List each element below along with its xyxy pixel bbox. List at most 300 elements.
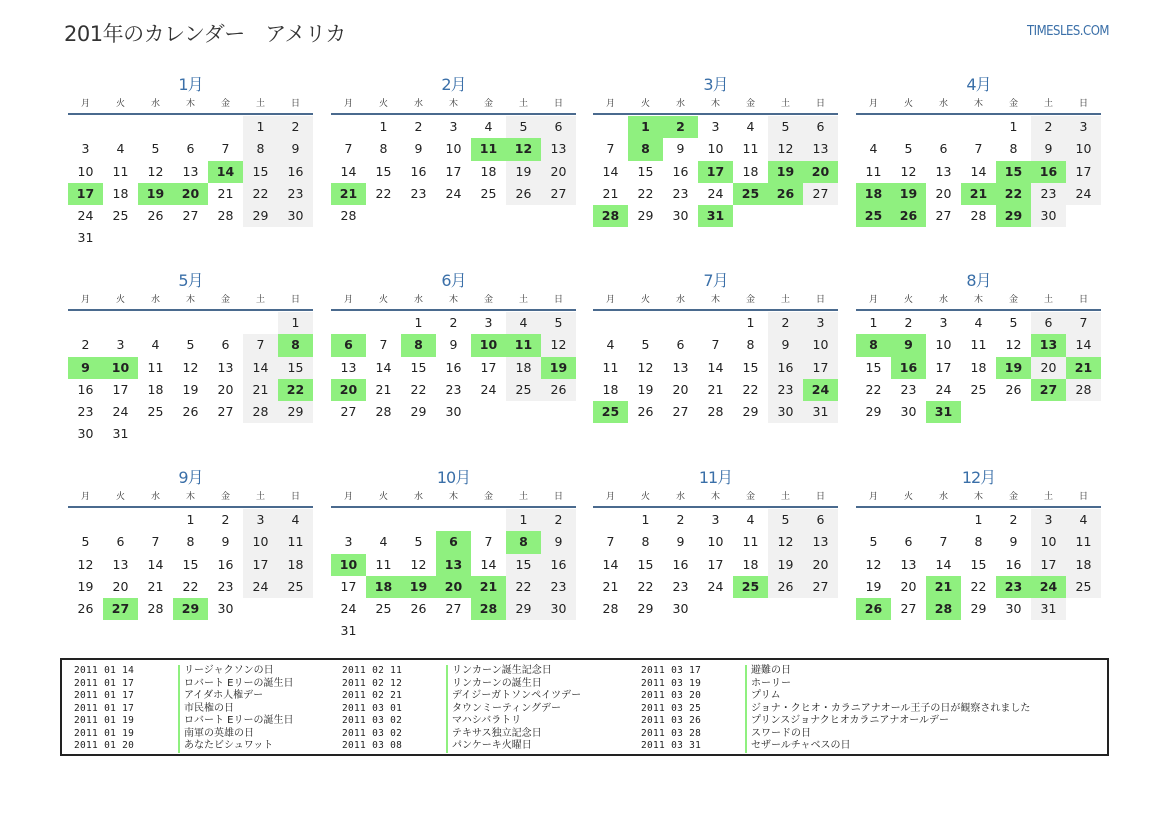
holiday-name: リンカーン誕生記念日 (446, 665, 552, 678)
day-cell: 14 (243, 357, 278, 379)
day-cell: 9 (278, 138, 313, 160)
holiday-day-cell: 16 (891, 357, 926, 379)
empty-cell (68, 312, 103, 334)
day-cell: 30 (900, 404, 917, 420)
day-cell: 21 (243, 379, 278, 401)
weekday-label: 水 (675, 99, 685, 109)
day-cell: 18 (112, 185, 129, 201)
day-cell: 11 (970, 337, 987, 353)
day-cell: 24 (935, 381, 952, 397)
day-cell: 22 (970, 578, 987, 594)
holiday-day-cell: 11 (506, 334, 541, 356)
weekday-label: 木 (185, 492, 195, 502)
day-cell: 2 (414, 119, 423, 134)
weekday-label: 日 (1078, 295, 1088, 305)
weekday-label: 月 (868, 99, 878, 109)
day-cell: 14 (147, 556, 164, 572)
day-cell: 21 (707, 381, 724, 397)
holiday-row (342, 678, 581, 691)
day-cell: 14 (602, 556, 619, 572)
holiday-date: 2011 02 11 (342, 665, 403, 676)
day-cell: 7 (606, 534, 615, 550)
holiday-day-cell: 21 (1066, 357, 1101, 379)
day-cell: 3 (1066, 116, 1101, 138)
day-cell: 8 (746, 337, 755, 353)
day-cell: 30 (445, 404, 462, 420)
month-10 (331, 467, 576, 643)
empty-cell (103, 116, 138, 138)
holiday-date: 2011 01 20 (74, 740, 135, 751)
weekday-label: 火 (378, 492, 388, 502)
day-cell: 10 (77, 163, 94, 179)
empty-cell (331, 509, 366, 531)
header-rule (593, 506, 838, 508)
day-cell: 22 (410, 381, 427, 397)
day-grid (331, 312, 576, 423)
holiday-date: 2011 03 28 (641, 727, 702, 739)
day-cell: 11 (742, 141, 759, 157)
day-cell: 16 (672, 556, 689, 572)
day-cell: 2 (1031, 116, 1066, 138)
day-cell: 31 (340, 623, 357, 639)
day-cell: 11 (865, 163, 882, 179)
day-cell: 29 (410, 404, 427, 420)
day-cell: 24 (112, 404, 129, 420)
holiday-date: 2011 02 21 (342, 690, 403, 701)
header-rule (68, 506, 313, 508)
day-cell: 10 (707, 141, 724, 157)
day-cell: 4 (116, 141, 125, 157)
day-cell: 19 (506, 161, 541, 183)
day-grid (856, 116, 1101, 227)
day-cell: 29 (637, 601, 654, 617)
day-cell: 18 (742, 556, 759, 572)
weekday-label: 水 (150, 492, 160, 502)
day-cell: 8 (186, 534, 195, 550)
day-cell: 16 (672, 163, 689, 179)
weekday-label: 火 (378, 99, 388, 109)
weekday-label: 月 (605, 295, 615, 305)
day-cell: 10 (1066, 138, 1101, 160)
month-2 (331, 74, 576, 227)
holiday-column-1 (74, 665, 294, 753)
day-cell: 20 (112, 578, 129, 594)
page-title: 201年のカレンダー アメリカ (64, 22, 346, 46)
site-link[interactable]: TIMESLES.COM (1026, 24, 1109, 39)
holiday-day-cell: 13 (436, 554, 471, 576)
holiday-date: 2011 03 20 (641, 690, 702, 701)
day-cell: 10 (935, 337, 952, 353)
day-cell: 3 (711, 512, 720, 527)
holiday-date: 2011 02 12 (342, 677, 403, 689)
holiday-day-cell: 16 (1031, 161, 1066, 183)
day-cell: 18 (602, 381, 619, 397)
day-cell: 9 (1009, 534, 1018, 550)
day-cell: 2 (278, 116, 313, 138)
weekday-label: 金 (483, 492, 493, 502)
empty-cell (208, 312, 243, 334)
day-cell: 5 (414, 534, 423, 550)
holiday-row (74, 703, 294, 716)
day-cell: 1 (869, 315, 878, 330)
empty-cell (173, 116, 208, 138)
day-cell: 4 (506, 312, 541, 334)
holiday-name: 避難の日 (745, 665, 791, 678)
empty-cell (331, 116, 366, 138)
day-cell: 3 (116, 337, 125, 353)
day-cell: 14 (1066, 334, 1101, 356)
day-cell: 2 (541, 509, 576, 531)
day-cell: 2 (1009, 512, 1018, 527)
header-rule (856, 506, 1101, 508)
holiday-day-cell: 31 (926, 401, 961, 423)
header-rule (593, 113, 838, 115)
weekday-label: 日 (815, 99, 825, 109)
day-cell: 8 (974, 534, 983, 550)
day-cell: 15 (182, 556, 199, 572)
holiday-column-2 (342, 665, 581, 753)
day-cell: 21 (375, 381, 392, 397)
holiday-name: リンカーンの誕生日 (446, 678, 542, 691)
day-cell: 19 (77, 578, 94, 594)
day-cell: 5 (904, 141, 913, 157)
day-cell: 24 (707, 578, 724, 594)
weekday-label: 木 (973, 295, 983, 305)
day-cell: 4 (746, 512, 755, 527)
holiday-day-cell: 18 (856, 183, 891, 205)
day-cell: 23 (541, 576, 576, 598)
holiday-row (641, 690, 1030, 703)
day-cell: 30 (672, 601, 689, 617)
day-cell: 10 (1031, 531, 1066, 553)
empty-cell (471, 509, 506, 531)
day-cell: 11 (1066, 531, 1101, 553)
holiday-day-cell: 20 (803, 161, 838, 183)
weekday-label: 日 (1078, 99, 1088, 109)
day-cell: 15 (243, 161, 278, 183)
weekday-header (856, 96, 1101, 112)
month-title: 2月 (441, 75, 466, 94)
holiday-date: 2011 03 19 (641, 677, 702, 689)
holiday-name: ジョナ・クヒオ・カラニアナオール王子の日が観察されました (745, 703, 1030, 716)
day-cell: 7 (939, 534, 948, 550)
holiday-day-cell: 12 (506, 138, 541, 160)
day-cell: 29 (506, 598, 541, 620)
holiday-day-cell: 21 (471, 576, 506, 598)
holiday-name: アイダホ人権デー (178, 690, 263, 703)
day-cell: 12 (1005, 337, 1022, 353)
day-cell: 30 (77, 426, 94, 442)
month-title: 6月 (441, 271, 466, 290)
holiday-day-cell: 29 (173, 598, 208, 620)
weekday-label: 金 (220, 99, 230, 109)
day-cell: 9 (541, 531, 576, 553)
holiday-day-cell: 22 (996, 183, 1031, 205)
empty-cell (593, 509, 628, 531)
holiday-day-cell: 25 (733, 183, 768, 205)
day-cell: 24 (77, 208, 94, 224)
holiday-date: 2011 01 19 (74, 727, 135, 739)
empty-cell (628, 312, 663, 334)
day-cell: 31 (803, 401, 838, 423)
weekday-label: 日 (290, 99, 300, 109)
empty-cell (698, 312, 733, 334)
weekday-label: 月 (605, 492, 615, 502)
day-cell: 28 (375, 404, 392, 420)
empty-cell (366, 312, 401, 334)
day-cell: 20 (217, 381, 234, 397)
holiday-day-cell: 27 (103, 598, 138, 620)
holiday-name: プリンスジョナクヒオカラニアナオールデー (745, 715, 949, 728)
day-cell: 2 (449, 315, 458, 330)
day-cell: 29 (243, 205, 278, 227)
month-1 (68, 74, 313, 250)
holiday-day-cell: 20 (173, 183, 208, 205)
holiday-name: ホーリー (745, 678, 791, 691)
day-cell: 14 (707, 359, 724, 375)
weekday-label: 月 (868, 492, 878, 502)
holiday-row (74, 665, 294, 678)
day-cell: 21 (602, 578, 619, 594)
day-cell: 7 (1066, 312, 1101, 334)
day-cell: 18 (480, 163, 497, 179)
day-cell: 17 (935, 359, 952, 375)
holiday-day-cell: 25 (856, 205, 891, 227)
day-cell: 14 (375, 359, 392, 375)
day-cell: 21 (602, 185, 619, 201)
day-grid (331, 509, 576, 643)
weekday-header (68, 96, 313, 112)
empty-cell (366, 509, 401, 531)
weekday-label: 土 (1043, 295, 1053, 305)
weekday-label: 金 (745, 492, 755, 502)
weekday-label: 水 (413, 295, 423, 305)
day-cell: 10 (803, 334, 838, 356)
day-cell: 13 (541, 138, 576, 160)
holiday-day-cell: 18 (366, 576, 401, 598)
day-cell: 21 (147, 578, 164, 594)
weekday-header (593, 96, 838, 112)
day-grid (593, 312, 838, 423)
empty-cell (68, 116, 103, 138)
day-cell: 4 (606, 337, 615, 353)
holiday-list (60, 658, 1109, 756)
holiday-day-cell: 19 (541, 357, 576, 379)
day-cell: 20 (672, 381, 689, 397)
holiday-name: タウンミーティングデー (446, 703, 561, 716)
holiday-name: ロバート Eリーの誕生日 (178, 678, 294, 691)
holiday-row (74, 715, 294, 728)
day-cell: 1 (379, 119, 388, 134)
day-cell: 15 (637, 556, 654, 572)
month-9 (68, 467, 313, 620)
weekday-header (856, 292, 1101, 308)
day-cell: 15 (637, 163, 654, 179)
day-cell: 27 (935, 208, 952, 224)
holiday-name: マハシバラトリ (446, 715, 521, 728)
day-cell: 26 (506, 183, 541, 205)
empty-cell (926, 509, 961, 531)
weekday-label: 土 (518, 295, 528, 305)
day-cell: 26 (1005, 381, 1022, 397)
day-cell: 16 (278, 161, 313, 183)
weekday-label: 金 (1008, 295, 1018, 305)
weekday-label: 火 (903, 492, 913, 502)
empty-cell (138, 116, 173, 138)
weekday-label: 土 (255, 492, 265, 502)
weekday-header (593, 292, 838, 308)
day-cell: 30 (278, 205, 313, 227)
empty-cell (208, 116, 243, 138)
day-cell: 23 (1031, 183, 1066, 205)
weekday-label: 土 (780, 492, 790, 502)
holiday-row (342, 665, 581, 678)
day-cell: 1 (243, 116, 278, 138)
empty-cell (68, 509, 103, 531)
day-cell: 28 (602, 601, 619, 617)
day-cell: 7 (379, 337, 388, 353)
day-cell: 28 (707, 404, 724, 420)
weekday-label: 火 (640, 492, 650, 502)
day-cell: 18 (278, 554, 313, 576)
day-cell: 5 (151, 141, 160, 157)
day-cell: 15 (278, 357, 313, 379)
weekday-label: 木 (973, 99, 983, 109)
day-cell: 20 (900, 578, 917, 594)
day-cell: 17 (803, 357, 838, 379)
day-cell: 12 (77, 556, 94, 572)
day-cell: 17 (1031, 554, 1066, 576)
weekday-label: 金 (1008, 99, 1018, 109)
empty-cell (243, 312, 278, 334)
month-title: 12月 (961, 468, 996, 487)
holiday-day-cell: 13 (1031, 334, 1066, 356)
weekday-label: 水 (413, 99, 423, 109)
holiday-day-cell: 28 (926, 598, 961, 620)
weekday-label: 日 (553, 492, 563, 502)
weekday-label: 金 (745, 295, 755, 305)
day-cell: 6 (904, 534, 913, 550)
day-cell: 5 (1009, 315, 1018, 330)
holiday-day-cell: 6 (436, 531, 471, 553)
empty-cell (961, 116, 996, 138)
day-cell: 13 (672, 359, 689, 375)
day-cell: 25 (506, 379, 541, 401)
holiday-day-cell: 31 (698, 205, 733, 227)
holiday-day-cell: 28 (471, 598, 506, 620)
day-cell: 3 (1031, 509, 1066, 531)
holiday-row (342, 740, 581, 753)
holiday-day-cell: 6 (331, 334, 366, 356)
day-cell: 17 (1066, 161, 1101, 183)
day-cell: 26 (637, 404, 654, 420)
day-cell: 9 (221, 534, 230, 550)
day-cell: 13 (935, 163, 952, 179)
holiday-row (74, 740, 294, 753)
day-cell: 9 (449, 337, 458, 353)
month-11 (593, 467, 838, 620)
day-cell: 12 (637, 359, 654, 375)
holiday-day-cell: 21 (926, 576, 961, 598)
day-cell: 25 (278, 576, 313, 598)
weekday-label: 日 (553, 295, 563, 305)
day-cell: 28 (1066, 379, 1101, 401)
day-cell: 1 (641, 512, 650, 527)
day-cell: 11 (112, 163, 129, 179)
weekday-label: 土 (518, 99, 528, 109)
day-cell: 5 (506, 116, 541, 138)
weekday-label: 水 (938, 295, 948, 305)
day-cell: 29 (278, 401, 313, 423)
holiday-date: 2011 03 02 (342, 727, 403, 739)
weekday-label: 土 (255, 295, 265, 305)
holiday-row (342, 703, 581, 716)
day-cell: 22 (742, 381, 759, 397)
weekday-label: 木 (448, 295, 458, 305)
day-cell: 16 (768, 357, 803, 379)
weekday-label: 木 (185, 295, 195, 305)
holiday-column-3 (641, 665, 1030, 753)
holiday-day-cell: 15 (996, 161, 1031, 183)
weekday-label: 日 (815, 492, 825, 502)
day-cell: 3 (243, 509, 278, 531)
day-cell: 5 (768, 509, 803, 531)
weekday-label: 土 (1043, 99, 1053, 109)
day-cell: 13 (217, 359, 234, 375)
day-grid (68, 312, 313, 446)
month-7 (593, 270, 838, 423)
day-cell: 6 (541, 116, 576, 138)
day-cell: 16 (445, 359, 462, 375)
holiday-day-cell: 2 (663, 116, 698, 138)
day-grid (856, 509, 1101, 620)
day-cell: 3 (711, 119, 720, 134)
day-cell: 12 (541, 334, 576, 356)
day-cell: 27 (803, 183, 838, 205)
day-cell: 24 (480, 381, 497, 397)
day-cell: 26 (768, 576, 803, 598)
day-cell: 22 (865, 381, 882, 397)
holiday-name: ロバート Eリーの誕生日 (178, 715, 294, 728)
day-cell: 2 (904, 315, 913, 330)
day-cell: 1 (746, 315, 755, 330)
weekday-label: 木 (185, 99, 195, 109)
weekday-label: 火 (903, 99, 913, 109)
weekday-label: 日 (815, 295, 825, 305)
weekday-header (331, 489, 576, 505)
day-cell: 26 (410, 601, 427, 617)
holiday-day-cell: 20 (331, 379, 366, 401)
day-cell: 6 (186, 141, 195, 157)
holiday-day-cell: 23 (996, 576, 1031, 598)
holiday-day-cell: 27 (1031, 379, 1066, 401)
holiday-day-cell: 20 (436, 576, 471, 598)
month-title: 3月 (703, 75, 728, 94)
day-cell: 3 (81, 141, 90, 157)
day-cell: 15 (742, 359, 759, 375)
month-title: 8月 (966, 271, 991, 290)
holiday-row (342, 715, 581, 728)
day-grid (68, 116, 313, 250)
day-cell: 29 (742, 404, 759, 420)
day-cell: 16 (1005, 556, 1022, 572)
weekday-header (68, 489, 313, 505)
weekday-label: 月 (605, 99, 615, 109)
month-title: 10月 (436, 468, 471, 487)
day-cell: 24 (243, 576, 278, 598)
weekday-label: 日 (290, 492, 300, 502)
weekday-label: 土 (1043, 492, 1053, 502)
